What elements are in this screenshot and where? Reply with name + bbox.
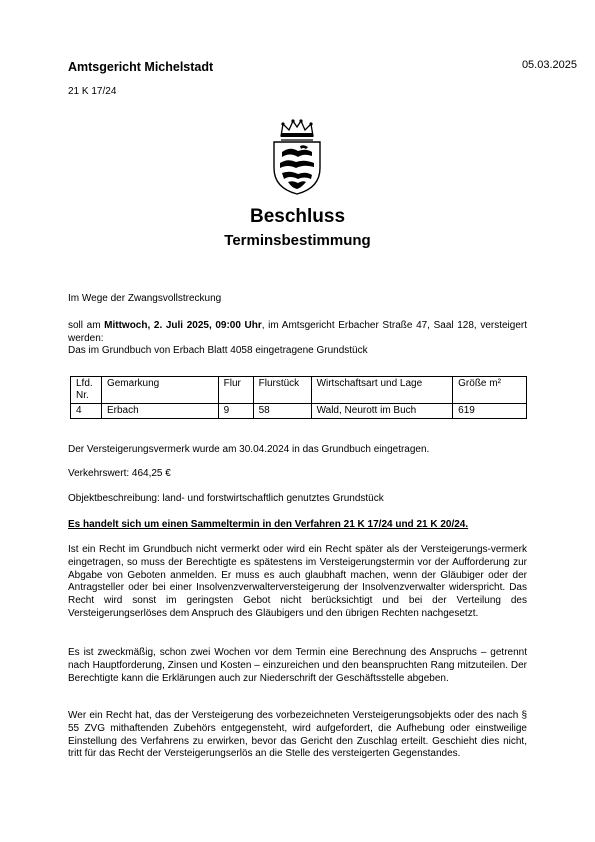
paragraph-objection: Wer ein Recht hat, das der Versteigerung des vorbezeichneten Versteigerungsobjekts oder des nach § 55 ZVG mithaftenden Zubehörs entgegensteht, wird aufgefordert, die Aufhebung oder einstweilige Einstellung des Verfahrens zu erwirken, bevor das Gericht den Zuschlag erteilt. Geschieht dies nicht, tritt für das Recht der Versteigerungserlös an die Stelle des versteigerten Gegenstandes. [68, 710, 527, 760]
document-date: 05.03.2025 [521, 59, 577, 71]
cell-wirtschaftsart: Wald, Neurott im Buch [311, 404, 453, 419]
header-groesse: Größe m² [453, 377, 527, 404]
cell-flurstueck: 58 [253, 404, 311, 419]
coat-of-arms-icon [268, 118, 326, 196]
parcel-table [70, 376, 527, 419]
property-line: Das im Grundbuch von Erbach Blatt 4058 eingetragene Grundstück [68, 345, 368, 356]
cell-flur: 9 [218, 404, 253, 419]
header-gemarkung: Gemarkung [101, 377, 218, 404]
cell-lfd-nr: 4 [71, 404, 102, 419]
auction-paragraph [68, 320, 527, 346]
court-name: Amtsgericht Michelstadt [68, 60, 214, 74]
auction-datetime: Mittwoch, 2. Juli 2025, 09:00 Uhr [104, 320, 262, 331]
cell-gemarkung: Erbach [101, 404, 218, 419]
intro-text: Im Wege der Zwangsvollstreckung [68, 293, 222, 304]
auction-lead: soll am [68, 320, 105, 331]
table-row [71, 404, 527, 419]
header-lfd-nr: Lfd. Nr. [71, 377, 102, 404]
document-subtitle: Terminsbestimmung [224, 232, 371, 249]
header-wirtschaftsart: Wirtschaftsart und Lage [311, 377, 453, 404]
header-flurstueck: Flurstück [253, 377, 311, 404]
table-header-row [71, 377, 527, 404]
market-value: Verkehrswert: 464,25 € [68, 468, 171, 479]
document-title: Beschluss [249, 206, 346, 227]
cell-groesse: 619 [453, 404, 527, 419]
auction-rest: , im Amtsgericht Erbacher Straße 47, Saal 128, versteigert werden: [68, 320, 528, 344]
case-number: 21 K 17/24 [68, 86, 117, 97]
header-flur: Flur [218, 377, 253, 404]
paragraph-calculation: Es ist zweckmäßig, schon zwei Wochen vor dem Termin eine Berechnung des Anspruchs – getrennt nach Hauptforderung, Zinsen und Kosten – einzureichen und den beanspruchten Rang mitzuteilen. Der Berechtigte kann die Erklärungen auch zur Niederschrift der Geschäftsstelle abgeben. [68, 647, 527, 684]
object-description: Objektbeschreibung: land- und forstwirtschaftlich genutztes Grundstück [68, 493, 384, 504]
paragraph-rights: Ist ein Recht im Grundbuch nicht vermerkt oder wird ein Recht später als der Versteigerungs-vermerk eingetragen, so muss der Berechtigte es spätestens im Versteigerungstermin vor der Aufforderung zur Abgabe von Geboten anmelden. Er muss es auch glaubhaft machen, wenn der Gläubiger oder der Antragsteller oder bei einer Insolvenzverwalterversteigerung der Insolvenzverwalter widerspricht. Das Recht wird sonst im geringsten Gebot nicht berücksichtigt und bei der Verteilung des Versteigerungserlöses dem Anspruch des Gläubigers und den übrigen Rechten nachgesetzt. [68, 544, 527, 619]
registration-note: Der Versteigerungsvermerk wurde am 30.04.2024 in das Grundbuch eingetragen. [68, 444, 430, 455]
collective-notice: Es handelt sich um einen Sammeltermin in den Verfahren 21 K 17/24 und 21 K 20/24. [68, 519, 469, 530]
